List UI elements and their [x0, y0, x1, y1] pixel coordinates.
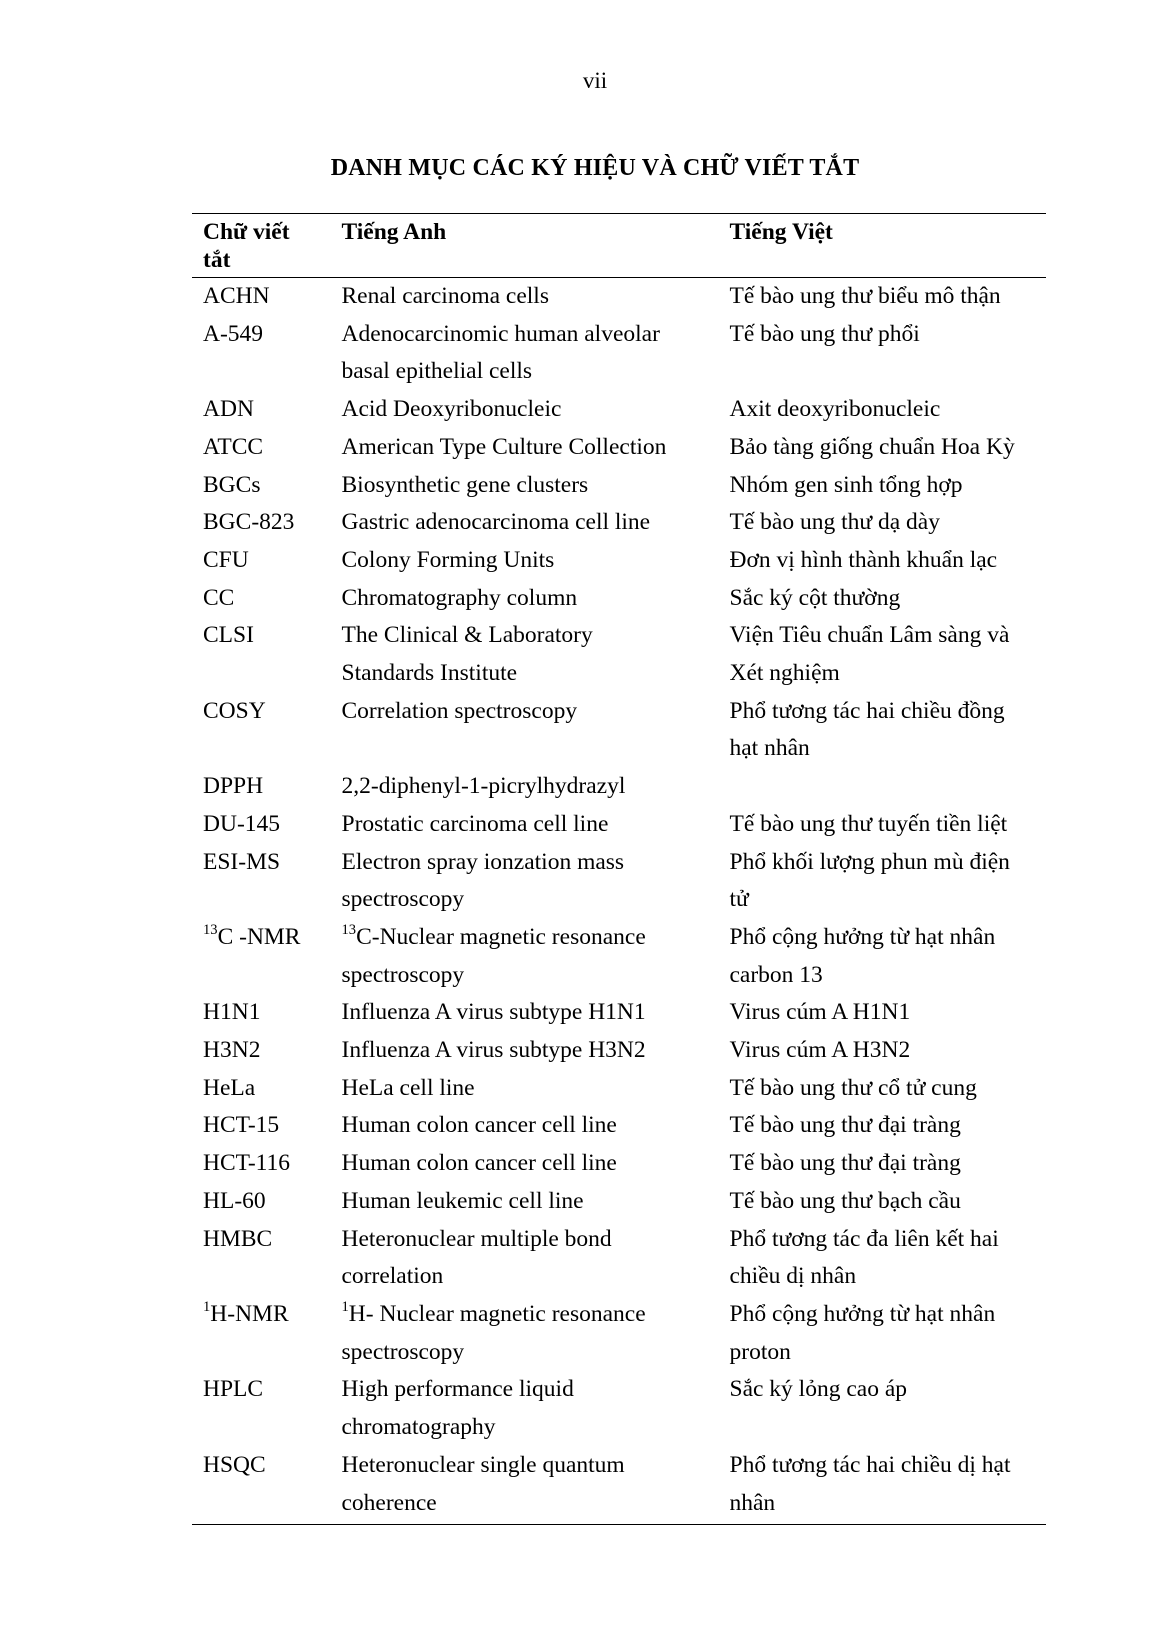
cell-vietnamese-text: Tế bào ung thư tuyến tiền liệt	[729, 810, 1008, 837]
cell-vietnamese-text: Phổ khối lượng phun mù điện tử	[729, 848, 1010, 913]
header-abbreviation: Chữ viết tắt	[192, 214, 330, 278]
cell-vietnamese	[718, 1447, 1046, 1525]
cell-vietnamese	[718, 919, 1046, 994]
cell-vietnamese-text: Phổ tương tác hai chiều dị hạt nhân	[729, 1451, 1011, 1516]
cell-abbreviation	[192, 1371, 330, 1446]
cell-abbreviation	[192, 768, 330, 806]
table-row	[192, 693, 1046, 768]
cell-vietnamese	[718, 429, 1046, 467]
table-row	[192, 467, 1046, 505]
cell-english-text: Correlation spectroscopy	[341, 697, 578, 724]
cell-vietnamese-text: Tế bào ung thư đại tràng	[729, 1112, 961, 1139]
cell-vietnamese-text: Đơn vị hình thành khuẩn lạc	[729, 546, 998, 573]
table-row	[192, 1070, 1046, 1108]
cell-english-text: Human colon cancer cell line	[341, 1112, 617, 1139]
superscript: 1	[203, 1298, 211, 1315]
cell-english-text: Colony Forming Units	[341, 546, 555, 573]
cell-abbreviation-text: HPLC	[203, 1376, 264, 1403]
cell-abbreviation-text: HMBC	[203, 1225, 273, 1252]
cell-abbreviation-text: H-NMR	[210, 1300, 289, 1327]
cell-abbreviation	[192, 844, 330, 919]
cell-english	[330, 542, 718, 580]
cell-vietnamese	[718, 316, 1046, 391]
cell-vietnamese	[718, 806, 1046, 844]
cell-vietnamese	[718, 1296, 1046, 1371]
table-body	[192, 278, 1046, 1525]
cell-english	[330, 504, 718, 542]
table-row	[192, 1107, 1046, 1145]
cell-abbreviation	[192, 316, 330, 391]
cell-english-text: Heteronuclear single quantum coherence	[341, 1451, 625, 1516]
cell-abbreviation-text: DPPH	[203, 773, 264, 800]
cell-abbreviation-text: HeLa	[203, 1074, 256, 1101]
cell-vietnamese-text: Tế bào ung thư biểu mô thận	[729, 283, 1001, 309]
cell-english	[330, 919, 718, 994]
cell-abbreviation	[192, 994, 330, 1032]
cell-abbreviation	[192, 467, 330, 505]
table-row	[192, 1221, 1046, 1296]
cell-abbreviation-text: ADN	[203, 396, 254, 423]
cell-abbreviation	[192, 806, 330, 844]
cell-vietnamese	[718, 1221, 1046, 1296]
cell-vietnamese	[718, 1107, 1046, 1145]
cell-abbreviation-text: DU-145	[203, 810, 281, 837]
cell-english-text: Human leukemic cell line	[341, 1187, 584, 1214]
cell-vietnamese-text: Tế bào ung thư phổi	[729, 320, 920, 347]
cell-abbreviation-text: A-549	[203, 320, 264, 347]
page-title: DANH MỤC CÁC KÝ HIỆU VÀ CHỮ VIẾT TẮT	[330, 155, 860, 181]
cell-english-text: Biosynthetic gene clusters	[341, 471, 589, 498]
cell-vietnamese-text: Axit deoxyribonucleic	[729, 396, 941, 423]
cell-english	[330, 1145, 718, 1183]
cell-vietnamese-text: Sắc ký lỏng cao áp	[729, 1376, 908, 1403]
cell-vietnamese-text: Tế bào ung thư đại tràng	[729, 1150, 961, 1177]
cell-english	[330, 1296, 718, 1371]
cell-english-text: C-Nuclear magnetic resonance spectroscopy	[341, 923, 646, 988]
header-english: Tiếng Anh	[330, 214, 718, 278]
table-row	[192, 429, 1046, 467]
cell-vietnamese-text: Viện Tiêu chuẩn Lâm sàng và Xét nghiệm	[729, 622, 1010, 687]
cell-english-text: American Type Culture Collection	[341, 433, 667, 460]
cell-vietnamese	[718, 467, 1046, 505]
cell-abbreviation	[192, 504, 330, 542]
cell-abbreviation	[192, 919, 330, 994]
table-row	[192, 1296, 1046, 1371]
cell-english-text: Acid Deoxyribonucleic	[341, 396, 562, 423]
cell-vietnamese	[718, 994, 1046, 1032]
cell-english	[330, 316, 718, 391]
cell-abbreviation	[192, 1032, 330, 1070]
cell-vietnamese	[718, 542, 1046, 580]
cell-abbreviation	[192, 693, 330, 768]
cell-vietnamese	[718, 504, 1046, 542]
cell-vietnamese	[718, 1371, 1046, 1446]
table-row	[192, 391, 1046, 429]
cell-abbreviation-text: CLSI	[203, 622, 254, 649]
cell-abbreviation	[192, 1070, 330, 1108]
table-row	[192, 617, 1046, 692]
cell-english	[330, 467, 718, 505]
cell-vietnamese	[718, 1070, 1046, 1108]
cell-english	[330, 1183, 718, 1221]
table-row	[192, 504, 1046, 542]
cell-english	[330, 1371, 718, 1446]
cell-abbreviation	[192, 391, 330, 429]
cell-vietnamese	[718, 1183, 1046, 1221]
cell-vietnamese	[718, 391, 1046, 429]
cell-vietnamese	[718, 1032, 1046, 1070]
cell-vietnamese-text: Nhóm gen sinh tổng hợp	[729, 471, 963, 498]
cell-vietnamese-text: Tế bào ung thư bạch cầu	[729, 1187, 961, 1214]
table-row	[192, 1145, 1046, 1183]
cell-vietnamese-text: Bảo tàng giống chuẩn Hoa Kỳ	[729, 433, 1015, 460]
cell-vietnamese	[718, 693, 1046, 768]
cell-abbreviation	[192, 429, 330, 467]
cell-vietnamese-text: Tế bào ung thư cổ tử cung	[729, 1074, 977, 1101]
cell-abbreviation-text: ATCC	[203, 433, 264, 460]
cell-abbreviation	[192, 1296, 330, 1371]
header-vietnamese: Tiếng Việt	[718, 214, 1046, 278]
cell-abbreviation-text: BGC-823	[203, 509, 295, 536]
cell-abbreviation	[192, 278, 330, 316]
cell-english	[330, 994, 718, 1032]
cell-vietnamese	[718, 768, 1046, 806]
cell-abbreviation-text: ACHN	[203, 283, 270, 309]
cell-vietnamese-text: Phổ cộng hưởng từ hạt nhân carbon 13	[729, 923, 996, 988]
cell-english-text: H- Nuclear magnetic resonance spectroscopy	[341, 1300, 646, 1365]
cell-english	[330, 806, 718, 844]
cell-abbreviation	[192, 1183, 330, 1221]
table-row	[192, 1032, 1046, 1070]
cell-abbreviation-text: COSY	[203, 697, 266, 724]
cell-abbreviation-text: CC	[203, 584, 235, 611]
cell-vietnamese-text: Tế bào ung thư dạ dày	[729, 509, 940, 536]
cell-vietnamese-text: Virus cúm A H3N2	[729, 1037, 911, 1064]
cell-vietnamese-text: Phổ cộng hưởng từ hạt nhân proton	[729, 1300, 996, 1365]
table-row	[192, 1371, 1046, 1446]
cell-english-text: High performance liquid chromatography	[341, 1376, 574, 1441]
cell-abbreviation-text: ESI-MS	[203, 848, 281, 875]
cell-english	[330, 693, 718, 768]
cell-vietnamese	[718, 1145, 1046, 1183]
cell-english-text: Prostatic carcinoma cell line	[341, 810, 609, 837]
cell-vietnamese	[718, 580, 1046, 618]
cell-abbreviation-text: BGCs	[203, 471, 261, 498]
table-row	[192, 278, 1046, 316]
cell-abbreviation-text: H3N2	[203, 1037, 261, 1064]
table-header-row	[192, 214, 1046, 278]
cell-english	[330, 1447, 718, 1525]
cell-english	[330, 844, 718, 919]
cell-english-text: 2,2-diphenyl-1-picrylhydrazyl	[341, 773, 626, 800]
cell-vietnamese-text: Sắc ký cột thường	[729, 584, 901, 611]
cell-english	[330, 1070, 718, 1108]
table-row	[192, 806, 1046, 844]
cell-vietnamese-text: Phổ tương tác hai chiều đồng hạt nhân	[729, 697, 1005, 762]
cell-english-text: Renal carcinoma cells	[341, 283, 549, 309]
cell-abbreviation	[192, 1221, 330, 1296]
table-row	[192, 580, 1046, 618]
cell-abbreviation-text: H1N1	[203, 999, 261, 1026]
cell-vietnamese	[718, 617, 1046, 692]
cell-english	[330, 278, 718, 316]
cell-english-text: HeLa cell line	[341, 1074, 475, 1101]
cell-abbreviation-text: HCT-116	[203, 1150, 291, 1177]
cell-english	[330, 1221, 718, 1296]
superscript: 13	[341, 921, 357, 938]
table-row	[192, 994, 1046, 1032]
cell-abbreviation	[192, 1447, 330, 1525]
cell-abbreviation-text: HL-60	[203, 1187, 266, 1214]
cell-english-text: Influenza A virus subtype H3N2	[341, 1037, 646, 1064]
cell-vietnamese-text: Phổ tương tác đa liên kết hai chiều dị nhân	[729, 1225, 999, 1290]
table-row	[192, 768, 1046, 806]
cell-english-text: Gastric adenocarcinoma cell line	[341, 509, 651, 536]
cell-vietnamese-text: Virus cúm A H1N1	[729, 999, 911, 1026]
cell-english-text: Heteronuclear multiple bond correlation	[341, 1225, 612, 1290]
cell-abbreviation-text: HCT-15	[203, 1112, 280, 1139]
cell-abbreviation-text: HSQC	[203, 1451, 266, 1478]
cell-abbreviation	[192, 580, 330, 618]
cell-abbreviation	[192, 1107, 330, 1145]
cell-english-text: The Clinical & Laboratory Standards Institute	[341, 622, 593, 687]
cell-english	[330, 1032, 718, 1070]
table-row	[192, 316, 1046, 391]
abbreviation-table	[192, 213, 1046, 1525]
cell-english-text: Influenza A virus subtype H1N1	[341, 999, 646, 1026]
page-number: vii	[582, 68, 608, 93]
cell-abbreviation	[192, 1145, 330, 1183]
superscript: 1	[341, 1298, 349, 1315]
cell-abbreviation-text: C -NMR	[217, 923, 301, 950]
cell-vietnamese	[718, 278, 1046, 316]
cell-english-text: Electron spray ionzation mass spectroscopy	[341, 848, 625, 913]
cell-english-text: Adenocarcinomic human alveolar basal epithelial cells	[341, 320, 660, 385]
table-row	[192, 1447, 1046, 1525]
cell-english	[330, 768, 718, 806]
cell-vietnamese	[718, 844, 1046, 919]
cell-english-text: Human colon cancer cell line	[341, 1150, 617, 1177]
table-row	[192, 844, 1046, 919]
cell-english	[330, 617, 718, 692]
cell-english	[330, 429, 718, 467]
cell-english	[330, 391, 718, 429]
superscript: 13	[203, 921, 218, 938]
cell-abbreviation	[192, 542, 330, 580]
table-row	[192, 542, 1046, 580]
cell-abbreviation	[192, 617, 330, 692]
table-row	[192, 919, 1046, 994]
cell-english	[330, 580, 718, 618]
cell-english	[330, 1107, 718, 1145]
table-row	[192, 1183, 1046, 1221]
cell-english-text: Chromatography column	[341, 584, 578, 611]
cell-abbreviation-text: CFU	[203, 546, 249, 573]
